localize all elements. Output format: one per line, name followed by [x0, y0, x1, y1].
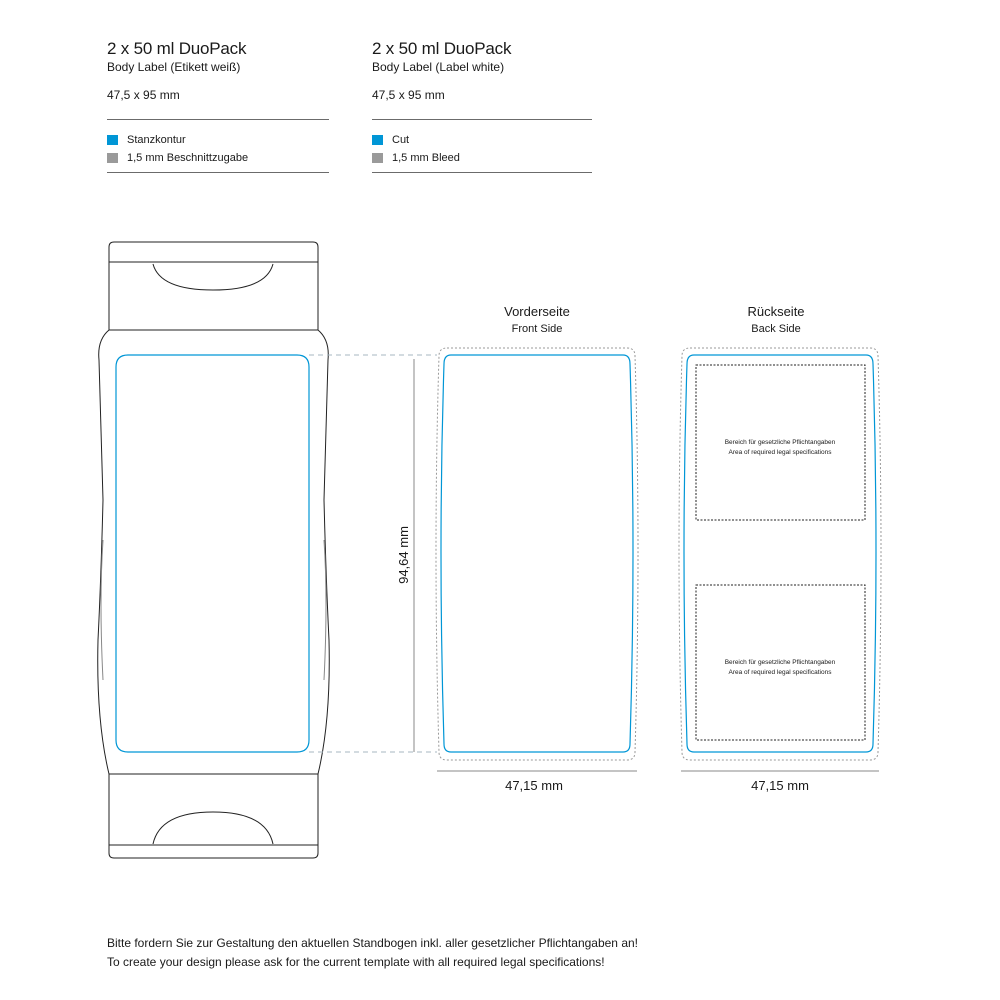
product-subtitle-en: Body Label (Label white) [372, 60, 505, 74]
footer-note-en: To create your design please ask for the current template with all required legal specifications! [107, 955, 605, 969]
footer-note-de: Bitte fordern Sie zur Gestaltung den aktuellen Standbogen inkl. aller gesetzlicher Pflichtangaben an! [107, 936, 638, 950]
bottle-drawing [98, 242, 330, 858]
legal-area-label-de-bottom: Bereich für gesetzliche Pflichtangaben [724, 659, 836, 666]
front-width-dimension-label: 47,15 mm [505, 778, 563, 793]
back-width-dimension-label: 47,15 mm [751, 778, 809, 793]
front-label-bleed-outline [436, 348, 638, 760]
back-label-cut-outline [684, 355, 876, 752]
legal-area-label-en-bottom: Area of required legal specifications [728, 669, 832, 676]
label-dimensions-de: 47,5 x 95 mm [107, 88, 180, 102]
front-label-cut-outline [441, 355, 633, 752]
front-side-subtitle: Front Side [511, 323, 563, 335]
bottle-top-grip [153, 264, 273, 290]
product-subtitle-de: Body Label (Etikett weiß) [107, 60, 241, 74]
footer-note [107, 934, 638, 972]
legend-label-bleed-en: 1,5 mm Bleed [392, 152, 460, 164]
legend-label-cut-en: Cut [392, 134, 410, 146]
label-dimensions-en: 47,5 x 95 mm [372, 88, 445, 102]
legend-label-bleed-de: 1,5 mm Beschnittzugabe [127, 152, 249, 164]
bottle-bottom-section [109, 774, 318, 845]
front-side-title: Vorderseite [504, 304, 570, 319]
bottle-top-section [109, 262, 318, 330]
bottle-cap-bottom [109, 845, 318, 858]
height-dimension-label: 94,64 mm [396, 526, 411, 584]
legal-area-label-en-top: Area of required legal specifications [728, 449, 832, 456]
product-title-en: 2 x 50 ml DuoPack [372, 39, 512, 58]
bottle-bottom-grip [153, 812, 273, 844]
product-title-de: 2 x 50 ml DuoPack [107, 39, 247, 58]
back-side-title: Rückseite [747, 304, 805, 319]
back-side-subtitle: Back Side [751, 323, 801, 335]
bottle-body [98, 330, 330, 774]
legal-area-label-de-top: Bereich für gesetzliche Pflichtangaben [724, 439, 836, 446]
legend-label-cut-de: Stanzkontur [127, 134, 186, 146]
bottle-cap-top [109, 242, 318, 262]
bottle-label-cut-outline [116, 355, 309, 752]
back-label-bleed-outline [679, 348, 881, 760]
